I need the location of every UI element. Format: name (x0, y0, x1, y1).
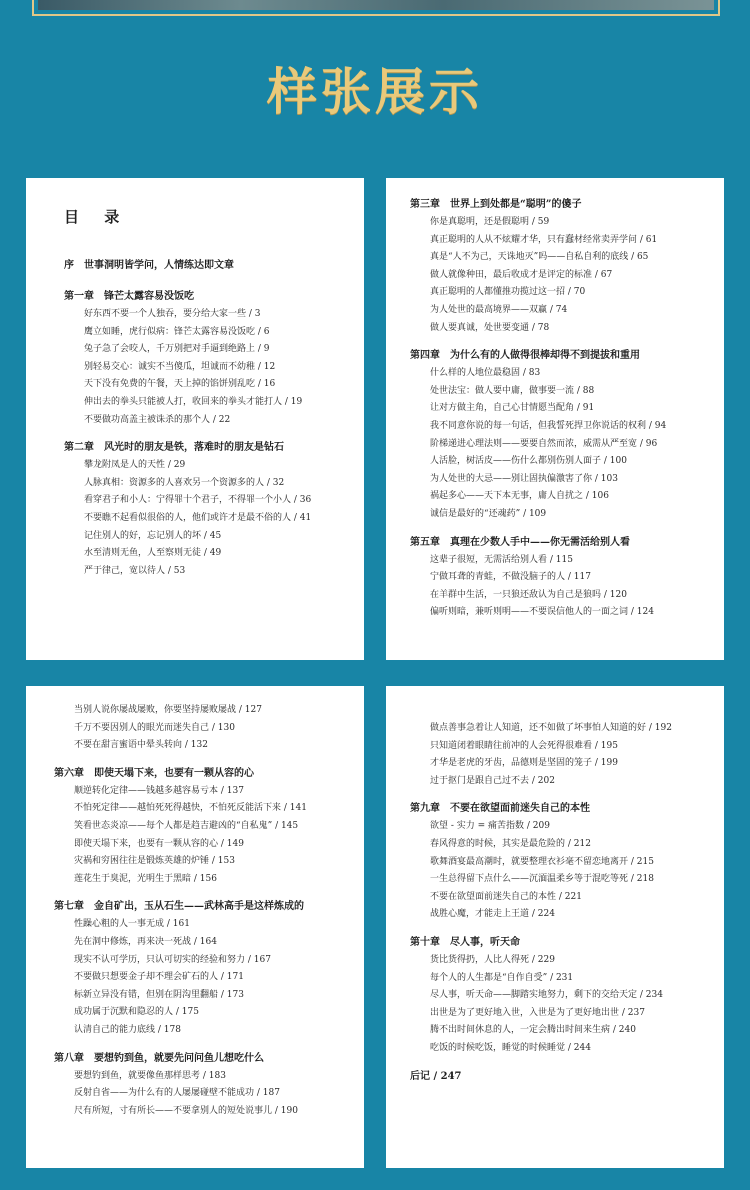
toc-entry: 偏听则暗，兼听则明——不要误信他人的一面之词 / 124 (430, 607, 654, 618)
toc-entry: 伸出去的拳头只能被人打，收回来的拳头才能打人 / 19 (84, 396, 303, 407)
toc-entry: 真正聪明的人都懂推功揽过这一招 / 70 (430, 287, 586, 298)
toc-entry: 天下没有免费的午餐，天上掉的馅饼别乱吃 / 16 (84, 379, 276, 390)
chapter-block (54, 765, 364, 889)
toc-entry: 要想钓到鱼，就要像鱼那样思考 / 183 (74, 1070, 226, 1081)
toc-entry: 出世是为了更好地入世，入世是为了更好地出世 / 237 (430, 1007, 645, 1018)
toc-entry: 好东西不要一个人独吞，要分给大家一些 / 3 (84, 309, 261, 319)
chapter-block (410, 800, 724, 924)
toc-entry: 人活脸，树活皮——伤什么都别伤别人面子 / 100 (430, 456, 627, 467)
chapter-title: 第四章 为什么有的人做得很棒却得不到提拔和重用 (410, 350, 640, 362)
toc-entry: 鹰立如睡，虎行似病：锋芒太露容易没饭吃 / 6 (84, 326, 270, 337)
chapter-title: 第五章 真理在少数人手中——你无需活给别人看 (410, 536, 630, 548)
toc-entry: 阶梯递进心理法则——要要自然而浓，威需从严至宽 / 96 (430, 438, 658, 449)
toc-entry: 做人要真诚，处世要变通 / 78 (430, 322, 550, 333)
toc-entry: 歌舞酒宴最高潮时，就要整理衣衫毫不留恋地离开 / 215 (430, 856, 654, 867)
chapter-title: 第九章 不要在欲望面前迷失自己的本性 (410, 803, 590, 815)
chapter-title: 第八章 要想钓到鱼，就要先问问鱼儿想吃什么 (54, 1052, 264, 1064)
toc-entry: 诚信是最好的“还魂药” / 109 (430, 508, 547, 519)
toc-entry: 不要做只想要金子却不理会矿石的人 / 171 (74, 972, 244, 983)
toc-entry: 攀龙附凤是人的天性 / 29 (84, 460, 186, 471)
toc-entry: 宁做耳聋的青蛙，不做没脑子的人 / 117 (430, 572, 591, 583)
toc-entry: 做点善事急着让人知道，还不如做了坏事怕人知道的好 / 192 (430, 723, 672, 733)
toc-entry: 莲花生于臭泥，光明生于黑暗 / 156 (74, 873, 217, 884)
toc-entry: 这辈子很短，无需活给别人看 / 115 (430, 554, 573, 565)
toc-entry: 处世法宝：做人要中庸，做事要一流 / 88 (430, 385, 595, 396)
toc-page-3 (26, 686, 364, 1168)
continued-entries (54, 702, 364, 755)
toc-entry: 兔子急了会咬人，千万别把对手逼到绝路上 / 9 (84, 344, 270, 355)
toc-entry: 别轻易交心：诚实不当傻瓜，坦诚而不幼稚 / 12 (84, 361, 276, 372)
toc-entry: 顺逆转化定律——钱越多越容易亏本 / 137 (74, 785, 244, 796)
toc-entry: 即使天塌下来，也要有一颗从容的心 / 149 (74, 838, 244, 849)
toc-entry: 做人就像种田，最后收成才是评定的标准 / 67 (430, 269, 613, 280)
continued-entries (410, 720, 724, 790)
toc-entry: 每个人的人生都是“自作自受” / 231 (430, 972, 574, 983)
chapter-block (410, 347, 724, 523)
toc-page-2 (386, 178, 724, 660)
toc-heading: 目 录 (64, 208, 130, 226)
chapter-block (410, 934, 724, 1058)
toc-entry: 严于律己，宽以待人 / 53 (84, 565, 186, 576)
toc-entry: 才华是老虎的牙齿，品德则是坚固的笼子 / 199 (430, 758, 618, 769)
toc-entry: 战胜心魔，才能走上王道 / 224 (430, 909, 555, 920)
toc-entry: 过于抠门是跟自己过不去 / 202 (430, 775, 555, 786)
banner-image (38, 0, 714, 10)
chapter-title: 第六章 即使天塌下来，也要有一颗从容的心 (54, 767, 254, 779)
toc-entry: 欲望 - 实力 = 痛苦指数 / 209 (430, 821, 550, 832)
toc-entry: 真正聪明的人从不炫耀才华，只有蠢材经常卖弄学问 / 61 (430, 234, 658, 245)
toc-entry: 不要在欲望面前迷失自己的本性 / 221 (430, 891, 582, 902)
chapter-block (410, 196, 724, 337)
toc-entry: 你是真聪明，还是假聪明 / 59 (430, 217, 550, 227)
toc-entry: 春风得意的时候，其实是最危险的 / 212 (430, 838, 591, 849)
toc-entry: 笑看世态炎凉——每个人都是趋吉避凶的“自私鬼” / 145 (74, 820, 299, 831)
toc-entry: 不怕死定律——越怕死死得越快，不怕死反能活下来 / 141 (74, 803, 307, 814)
chapter-title: 第三章 世界上到处都是“聪明”的傻子 (410, 199, 582, 210)
toc-entry: 看穿君子和小人：宁得罪十个君子，不得罪一个小人 / 36 (84, 495, 312, 506)
toc-entry: 为人处世的最高境界——双赢 / 74 (430, 304, 568, 315)
toc-entry: 认清自己的能力底线 / 178 (74, 1024, 181, 1035)
toc-entry: 不要做功高盖主被诛杀的那个人 / 22 (84, 414, 231, 425)
chapter-block (54, 898, 364, 1039)
toc-entry: 只知道闭着眼睛往前冲的人会死得很难看 / 195 (430, 740, 618, 751)
toc-entry: 标新立异没有错，但别在阴沟里翻船 / 173 (74, 989, 244, 1000)
toc-entry: 真是“人不为己，天诛地灭”吗——自私自利的底线 / 65 (430, 252, 649, 263)
chapter-block (54, 1050, 364, 1121)
toc-entry: 先在洞中修炼，再来决一死战 / 164 (74, 936, 217, 947)
toc-entry: 一生总得留下点什么——沉湎温柔乡等于混吃等死 / 218 (430, 874, 654, 885)
toc-entry: 人脉真相：资源多的人喜欢另一个资源多的人 / 32 (84, 477, 285, 488)
toc-entry: 祸起多心——天下本无事，庸人自扰之 / 106 (430, 491, 609, 502)
toc-entry: 性躁心粗的人一事无成 / 161 (74, 919, 190, 930)
chapter-block (64, 288, 364, 429)
toc-entry: 货比货得扔，人比人得死 / 229 (430, 954, 555, 965)
chapter-title: 第一章 锋芒太露容易没饭吃 (64, 291, 194, 302)
preface-entry: 序 世事洞明皆学问，人情练达即文章 (64, 260, 234, 271)
toc-entry: 水至清则无鱼，人至察则无徒 / 49 (84, 548, 222, 559)
chapter-block (410, 534, 724, 622)
chapter-title: 第二章 风光时的朋友是铁，落难时的朋友是钻石 (64, 442, 284, 454)
toc-entry: 千万不要因别人的眼光而迷失自己 / 130 (74, 722, 235, 733)
toc-entry: 成功属于沉默和隐忍的人 / 175 (74, 1007, 199, 1018)
toc-entry: 尽人事，听天命——脚踏实地努力，剩下的交给天定 / 234 (430, 990, 663, 1001)
toc-entry: 在羊群中生活，一只狼还敌认为自己是狼吗 / 120 (430, 589, 627, 600)
toc-entry: 尺有所短，寸有所长——不要拿别人的短处说事儿 / 190 (74, 1105, 298, 1116)
toc-entry: 现实不认可学历，只认可切实的经验和努力 / 167 (74, 954, 271, 965)
toc-entry: 我不同意你说的每一句话，但我誓死捍卫你说话的权利 / 94 (430, 420, 667, 431)
toc-entry: 让对方做主角，自己心甘情愿当配角 / 91 (430, 403, 595, 414)
toc-entry: 什么样的人地位最稳固 / 83 (430, 368, 541, 379)
toc-page-1 (26, 178, 364, 660)
section-title: 样张展示 (267, 62, 483, 121)
toc-entry: 记住别人的好，忘记别人的坏 / 45 (84, 530, 222, 541)
postscript-entry: 后记 / 247 (410, 1070, 462, 1082)
toc-page-4 (386, 686, 724, 1168)
toc-entry: 不要瞧不起看似很俗的人，他们或许才是最不俗的人 / 41 (84, 512, 312, 523)
toc-entry: 灾祸和穷困往往是锻炼英雄的炉锤 / 153 (74, 856, 235, 867)
top-banner-strip (32, 0, 720, 16)
chapter-title: 第十章 尽人事，听天命 (410, 936, 520, 948)
toc-entry: 腾不出时间休息的人，一定会腾出时间来生病 / 240 (430, 1025, 636, 1036)
toc-entry: 反射自省——为什么有的人屡屡碰壁不能成功 / 187 (74, 1088, 280, 1099)
toc-entry: 当别人说你屡战屡败，你要坚持屡败屡战 / 127 (74, 705, 262, 715)
toc-entry: 不要在甜言蜜语中晕头转向 / 132 (74, 740, 208, 751)
chapter-title: 第七章 金自矿出，玉从石生——武林高手是这样炼成的 (54, 901, 304, 913)
toc-entry: 吃饭的时候吃饭，睡觉的时候睡觉 / 244 (430, 1042, 591, 1053)
toc-entry: 为人处世的大忌——别让固执偏激害了你 / 103 (430, 473, 618, 484)
chapter-block (64, 439, 364, 580)
